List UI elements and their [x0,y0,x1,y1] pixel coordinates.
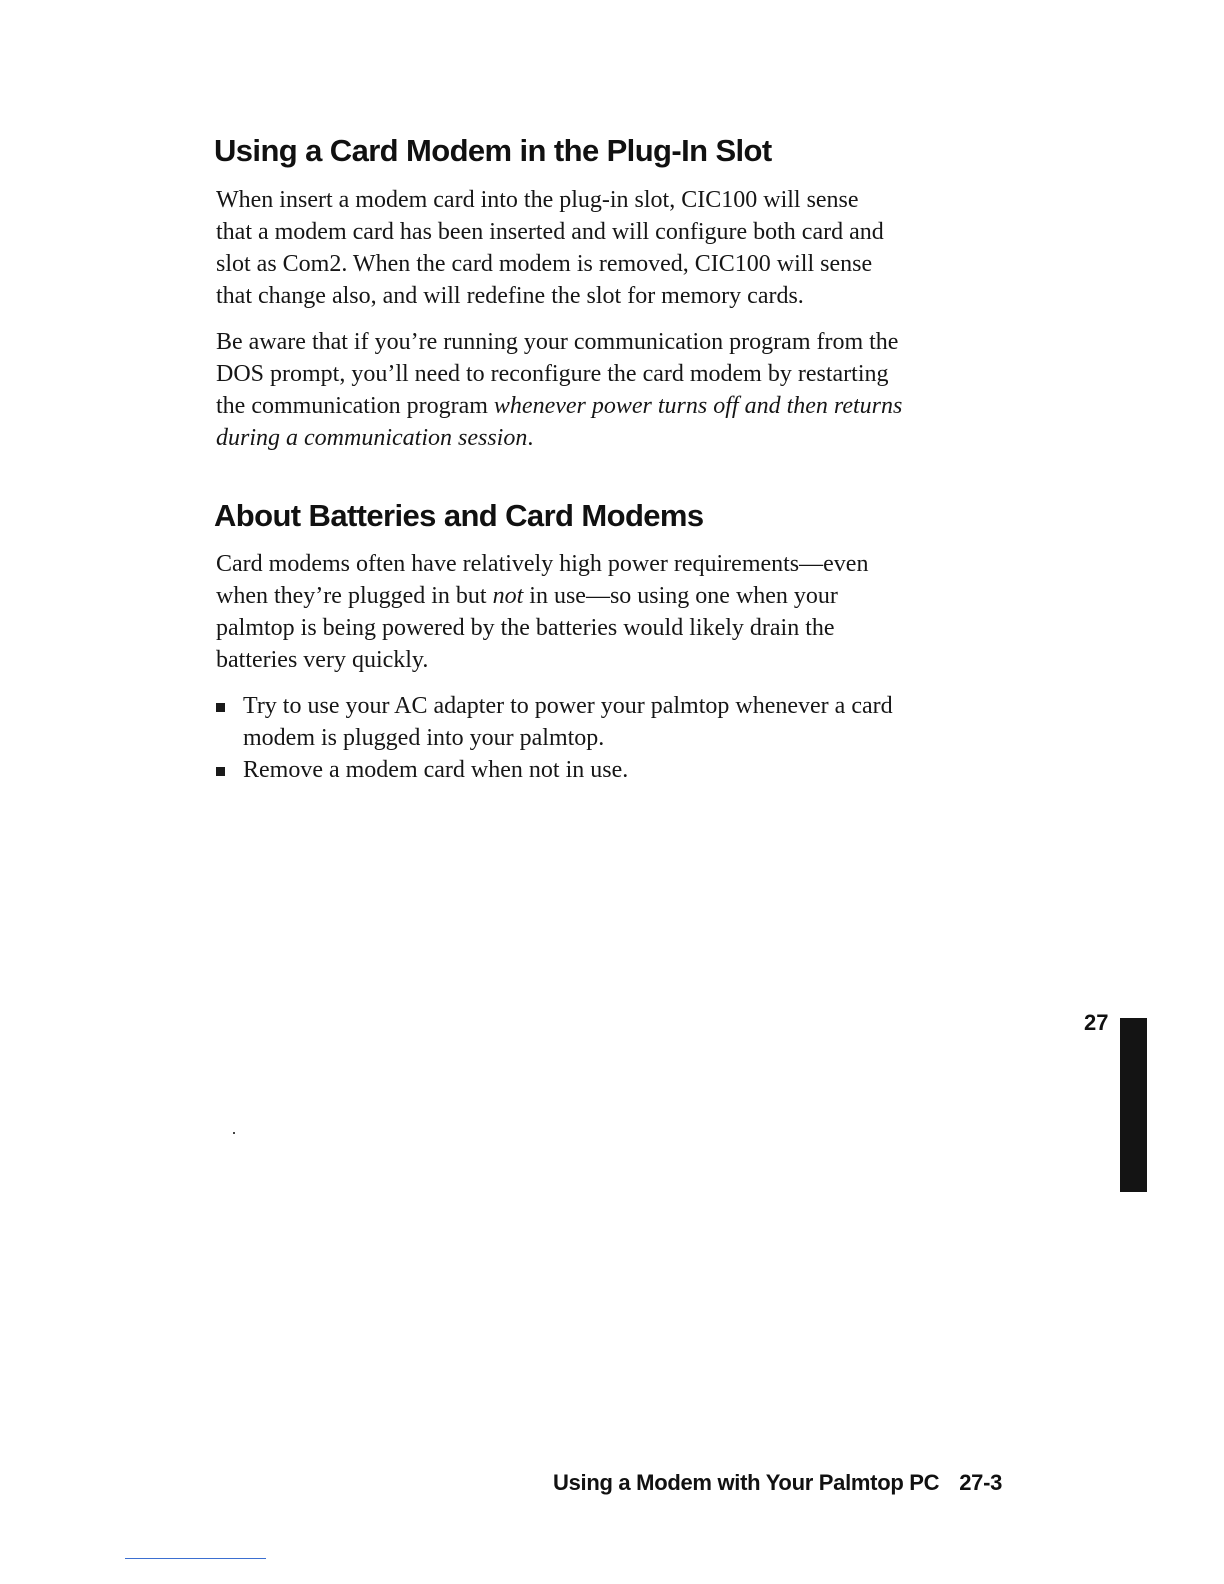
text-line: DOS prompt, you’ll need to reconfigure the card modem by restarting [216,361,889,387]
text-line [216,390,902,422]
text-line: slot as Com2. When the card modem is removed, CIC100 will sense [216,251,873,277]
paragraph-card-modem-insert [216,184,884,312]
text-run: when they’re plugged in but [216,583,493,609]
text-line: that a modem card has been inserted and will configure both card and [216,219,884,245]
text-line [216,422,902,454]
emphasis-text: not [492,583,524,609]
chapter-tab-number: 27 [1084,1010,1109,1035]
paragraph-power-requirements [216,548,868,676]
list-item [216,754,893,786]
text-line: Be aware that if you’re running your communication program from the [216,329,899,355]
text-line: that change also, and will redefine the slot for memory cards. [216,283,804,309]
square-bullet-icon [216,703,225,712]
scan-edge-line [125,1558,266,1559]
square-bullet-icon [216,767,225,776]
footer-title: Using a Modem with Your Palmtop PC [553,1470,940,1495]
footer-page-number: 27-3 [959,1470,1003,1495]
text-line: Remove a modem card when not in use. [243,757,629,783]
text-line: batteries very quickly. [216,647,429,673]
section-heading-batteries: About Batteries and Card Modems [214,498,704,533]
chapter-tab-bar [1120,1018,1147,1192]
emphasis-text: whenever power turns off and then returns [493,393,903,419]
tips-list [216,690,893,786]
text-run: the communication program [216,393,494,419]
text-run: in use—so using one when your [523,583,838,609]
text-line: modem is plugged into your palmtop. [243,725,605,751]
paragraph-dos-prompt-warning [216,326,902,454]
text-run: . [527,425,534,451]
scan-speck [233,1132,235,1134]
text-line: palmtop is being powered by the batteries would likely drain the [216,615,835,641]
text-line: When insert a modem card into the plug-in slot, CIC100 will sense [216,187,859,213]
list-item [216,690,893,754]
emphasis-text: during a communication session [216,425,528,451]
text-line: Try to use your AC adapter to power your palmtop whenever a card [243,693,893,719]
page-footer [553,1470,1002,1496]
text-line: Card modems often have relatively high power requirements—even [216,551,869,577]
text-line [216,580,868,612]
section-heading-card-modem-slot: Using a Card Modem in the Plug-In Slot [214,133,772,168]
